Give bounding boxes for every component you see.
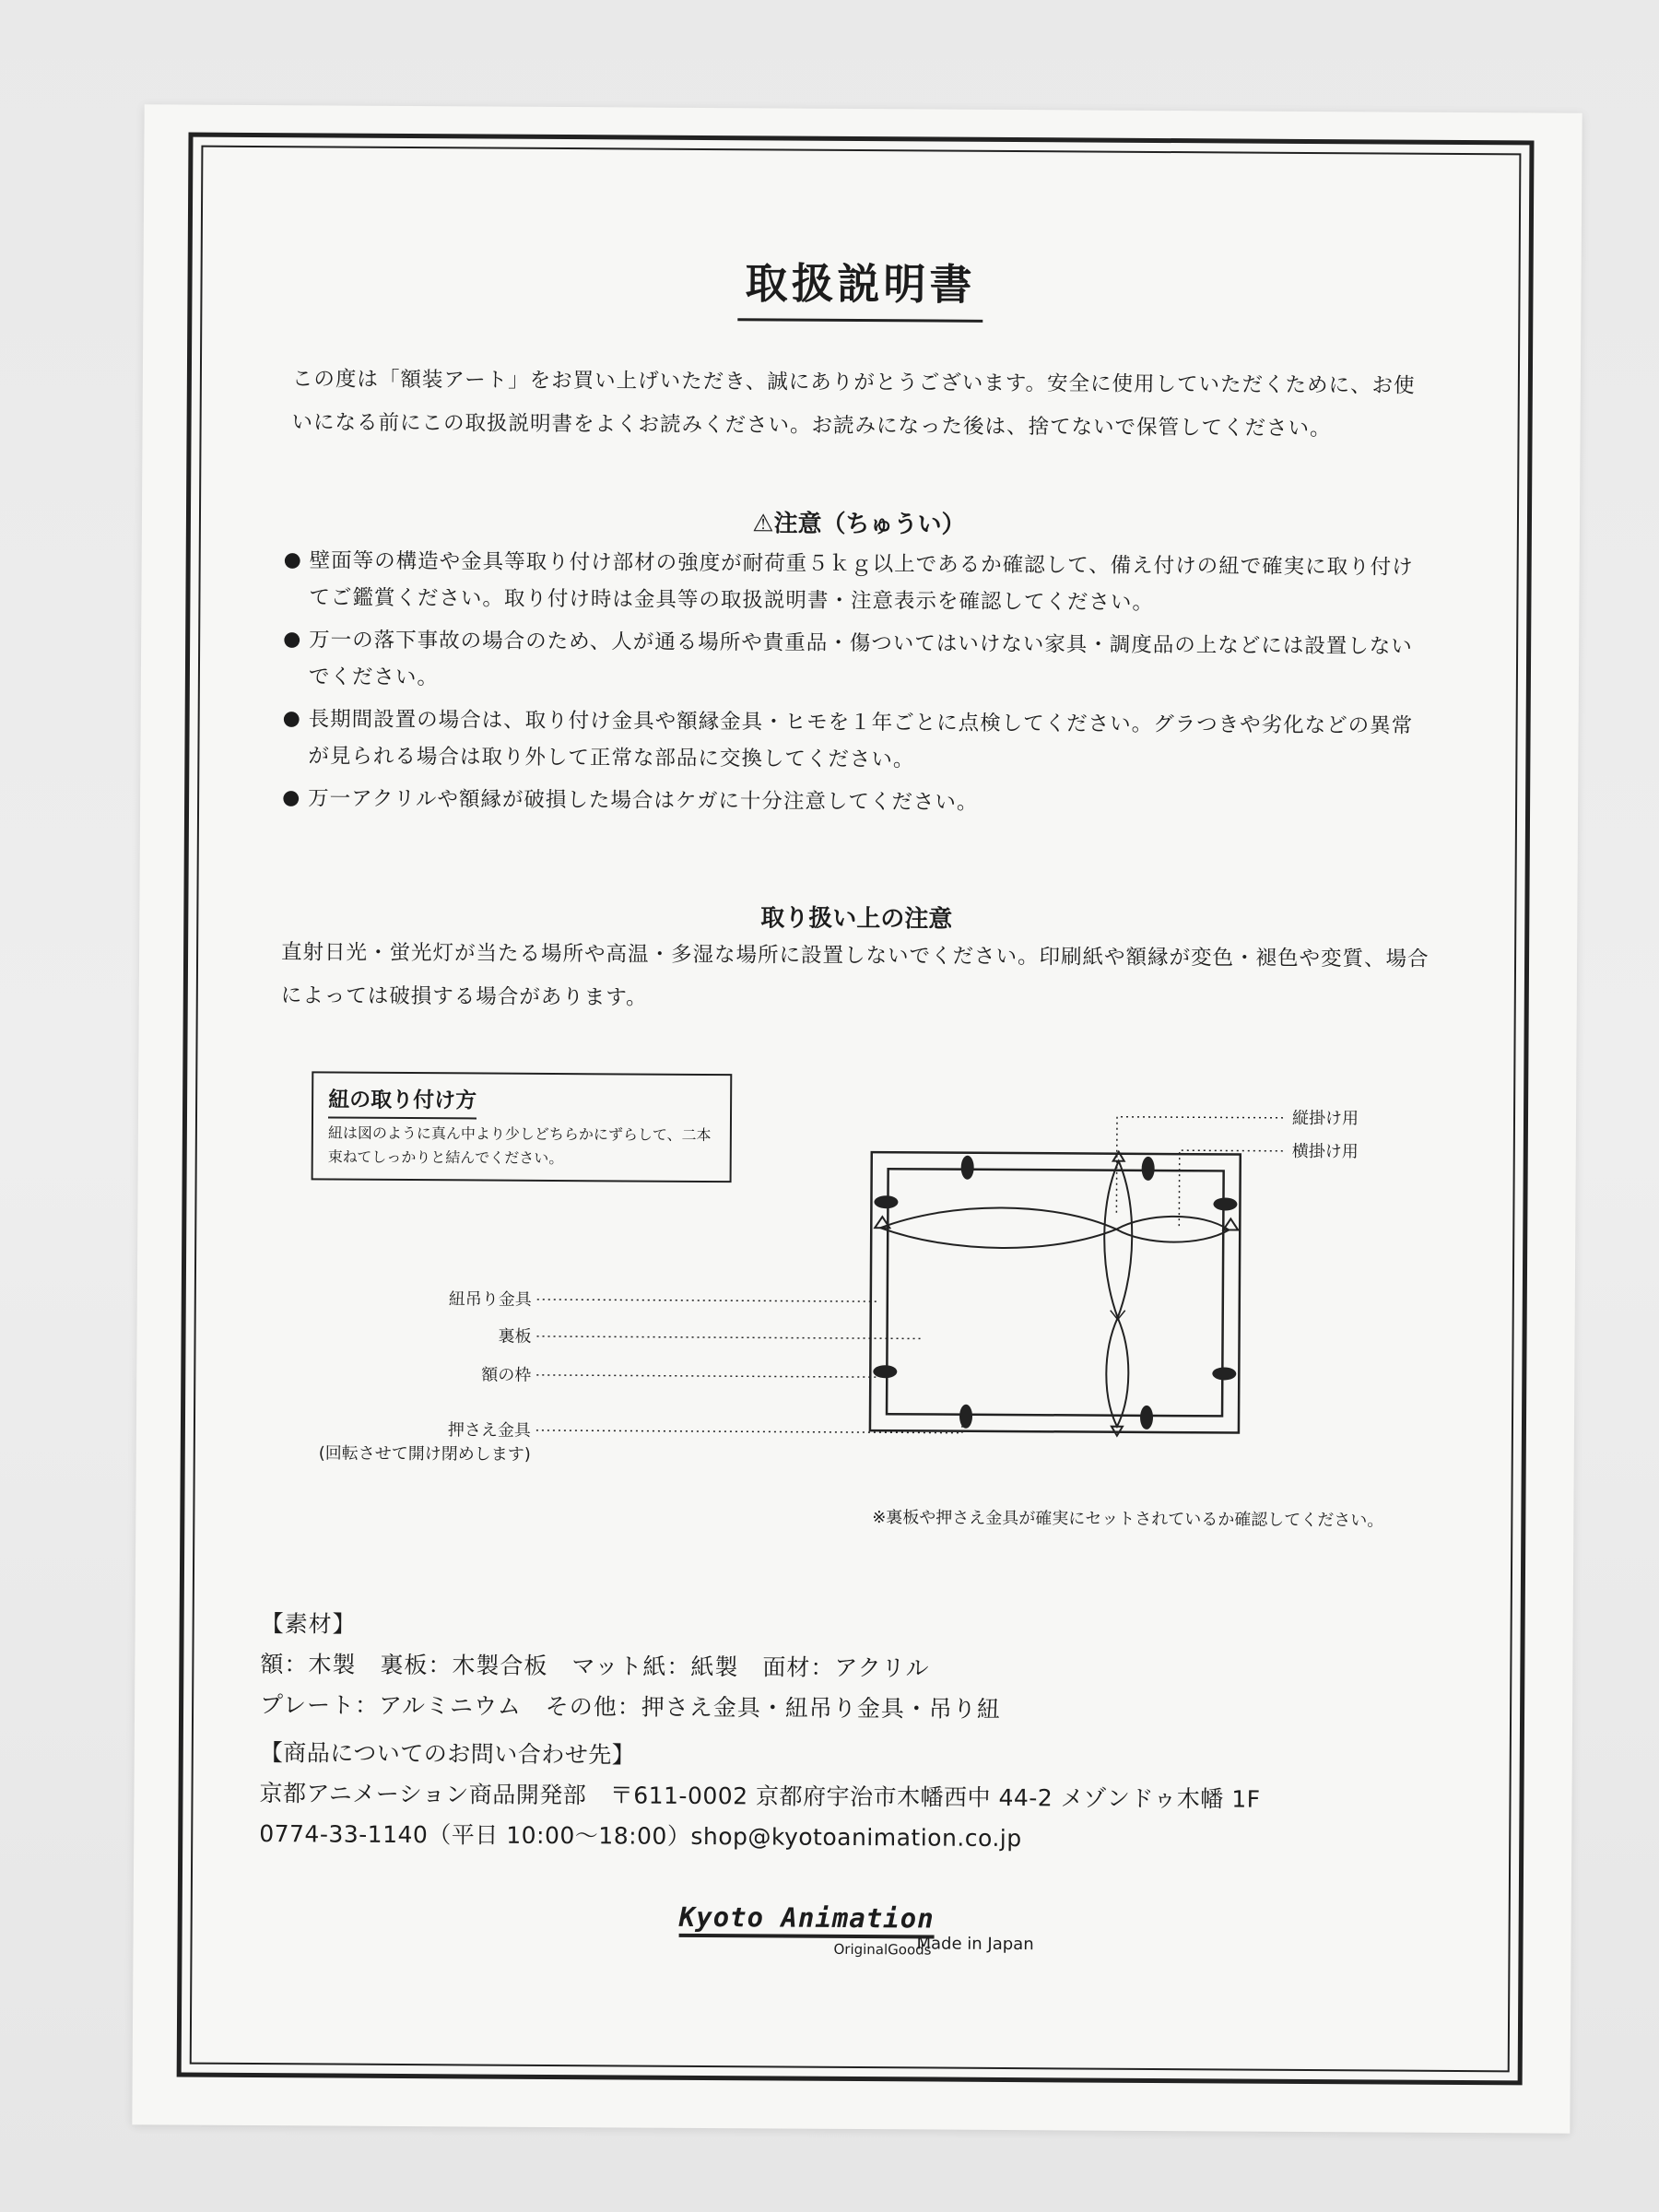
clip <box>961 1156 974 1180</box>
leader-vertical <box>1116 1117 1285 1214</box>
clip <box>1213 1197 1237 1210</box>
document-title: 取扱説明書 <box>202 247 1518 326</box>
caution-heading: ⚠注意（ちゅうい） <box>752 510 966 539</box>
caution-item: ● 壁面等の構造や金具等取り付け部材の強度が耐荷重５ｋｇ以上であるか確認して、備え付けの紐で確実に取り付けてご鑑賞ください。取り付け時は金具等の取扱説明書・注意表示を確認してください。 <box>283 542 1433 623</box>
contact-section <box>259 1733 1261 1861</box>
caution-item: ● 万一アクリルや額縁が破損した場合はケガに十分注意してください。 <box>282 780 1432 824</box>
materials-heading: 【素材】 <box>260 1610 357 1638</box>
diagram-note: ※裏板や押さえ金具が確実にセットされているか確認してください。 <box>872 1508 1384 1531</box>
leader-hanger <box>537 1300 878 1301</box>
label-horizontal: 横掛け用 <box>1291 1141 1359 1162</box>
frame-outer-rect <box>870 1152 1241 1432</box>
label-clip-sub: (回転させて開け閉めします) <box>318 1443 531 1465</box>
string-howto-title: 紐の取り付け方 <box>328 1082 477 1119</box>
leader-backboard <box>537 1336 924 1339</box>
instruction-sheet <box>132 104 1582 2133</box>
caution-item: ● 長期間設置の場合は、取り付け金具や額縁金具・ヒモを１年ごとに点検してください。グラつきや劣化などの異常が見られる場合は取り外して正常な部品に交換してください。 <box>282 700 1432 782</box>
label-clip: 押さえ金具 <box>447 1420 531 1441</box>
string-howto-text: 紐は図のように真ん中より少しどちらかにずらして、二本束ねてしっかりと結んでください。 <box>327 1124 712 1168</box>
horizontal-string <box>1116 1216 1229 1242</box>
handling-paragraph: 直射日光・蛍光灯が当たる場所や高温・多湿な場所に設置しないでください。印刷紙や額縁が変色・褪色や変質、場合によっては破損する場合があります。 <box>280 940 1430 1010</box>
label-hanger: 紐吊り金具 <box>448 1289 532 1310</box>
clip <box>1140 1406 1153 1430</box>
materials-line: プレート：アルミニウム その他：押さえ金具・紐吊り金具・吊り紐 <box>260 1691 1001 1723</box>
clip <box>1212 1367 1236 1380</box>
brand-logo <box>678 1900 935 1959</box>
vertical-string <box>1106 1318 1129 1427</box>
leader-frame <box>536 1375 877 1377</box>
label-frame: 額の枠 <box>481 1365 532 1385</box>
clip <box>1142 1157 1155 1181</box>
clip <box>874 1195 898 1208</box>
handling-heading: 取り扱い上の注意 <box>760 904 953 934</box>
caution-item: ● 万一の落下事故の場合のため、人が通る場所や貴重品・傷ついてはいけない家具・調度品の上などには設置しないでください。 <box>283 621 1433 702</box>
materials-line: 額：木製 裏板：木製合板 マット紙：紙製 面材：アクリル <box>260 1651 930 1682</box>
label-vertical: 縦掛け用 <box>1291 1108 1359 1129</box>
clip <box>959 1405 972 1429</box>
sheet-content <box>192 147 1520 2071</box>
brand-logo-text: Kyoto Animation <box>679 1901 935 1939</box>
leader-horizontal <box>1179 1150 1284 1227</box>
contact-heading: 【商品についてのお問い合わせ先】 <box>259 1739 636 1769</box>
clip <box>873 1365 897 1378</box>
contact-phone-email: 0774-33-1140（平日 10:00～18:00）shop@kyotoanimation.co.jp <box>259 1820 1022 1853</box>
vertical-string <box>1104 1161 1133 1318</box>
brand-logo-sub: OriginalGoods <box>833 1940 932 1959</box>
frame-inner-rect <box>887 1169 1224 1416</box>
horizontal-string <box>880 1207 1116 1249</box>
label-backboard: 裏板 <box>498 1326 532 1347</box>
intro-paragraph: この度は「額装アート」をお買い上げいただき、誠にありがとうございます。安全に使用していただくために、お使いになる前にこの取扱説明書をよくお読みください。お読みになった後は、捨てないで保管してください。 <box>291 367 1416 441</box>
made-in-label: Made in Japan <box>916 1934 1034 1955</box>
materials-section <box>260 1604 1002 1730</box>
contact-address: 京都アニメーション商品開発部 〒611-0002 京都府宇治市木幡西中 44-2 メゾンドゥ木幡 1F <box>259 1780 1261 1813</box>
